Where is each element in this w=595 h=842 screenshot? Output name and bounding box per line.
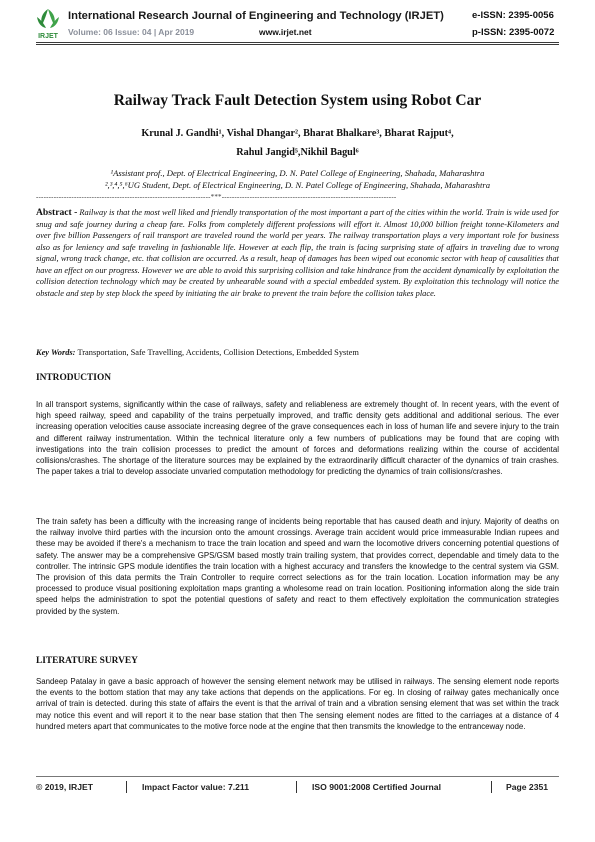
separator-rule: ---------------------------------------------------------------------***--------------------------------------------------------------------- [36,193,397,201]
literature-survey-heading: LITERATURE SURVEY [36,656,138,666]
journal-name: International Research Journal of Engineering and Technology (IRJET) [68,10,444,22]
page-footer [36,780,559,796]
paper-title: Railway Track Fault Detection System using Robot Car [113,92,482,109]
footer-impact-factor: Impact Factor value: 7.211 [142,782,249,792]
affiliation-2: ²,³,⁴,⁵,⁶UG Student, Dept. of Electrical Engineering, D. N. Patel College of Engineering, Shahada, Maharashtra [104,180,491,190]
keywords [36,347,559,359]
authors-line-2: Rahul Jangid⁵,Nikhil Bagul⁶ [236,147,359,158]
introduction-heading: INTRODUCTION [36,373,112,383]
footer-rule [36,776,559,777]
journal-website[interactable]: www.irjet.net [259,27,312,37]
volume-issue: Volume: 06 Issue: 04 | Apr 2019 [68,27,195,37]
literature-survey-paragraph-1: Sandeep Patalay in gave a basic approach of however the sensing element network may be utilised in railways. The sensing element node reports the events to the bottom station that may any take actions that depends on the applications. For eg. In closing of railway gates mechanically once arrival of train is detected. during this state of affairs the event is that the arrival of train and a vibration sensing element that was set within the track may notice this event and will report it to the near base station that then The sensing element nodes are fitted to the carriages at a distance of 4 hundred meters apart that communicates to the motive force node at the engine that then transmits the knowledge to the entranceway node. [36,677,559,731]
header-rule [36,42,559,45]
e-issn: e-ISSN: 2395-0056 [472,10,554,21]
footer-separator [491,781,492,793]
abstract [36,207,559,299]
abstract-text: Railway is that the most well liked and friendly transportation of the most important a part of the cities within the world. Train is wide used for snug and safe journey during a cheap fare. Folks from completely different professions will effort it. Almost 10,000 billion freight tonne-Kilometers and over five billion Passengers of rail transport are traveled round the world per years. The railway transportation plays a very important role for business also as for leniency and safe traveling in fashionable life. However at each flip, the train is facing surprising state of affairs in traveling due to wrong signal, wrong track change, etc. that collision are occurred. As a result, heap of damages has been wiped out economic sector with heap of causalities that have an effect on our progress. However we are able to avoid this surprising collision and take hindrance from the accident dynamically by exploitation the collision detection technology which may be created by unhearable sound with a special embedded system. By exploitation this technology will notice the obstacle and step by step block the speed by initiating the air brake to prevent the train before the collision takes place. [36,208,560,298]
footer-separator [296,781,297,793]
irjet-logo [33,7,63,41]
affiliation-1: ¹Assistant prof., Dept. of Electrical Engineering, D. N. Patel College of Engineering, Shahada, Maharashtra [110,168,485,178]
footer-iso: ISO 9001:2008 Certified Journal [312,782,441,792]
authors-line-1: Krunal J. Gandhi¹, Vishal Dhangar², Bharat Bhalkare³, Bharat Rajput⁴, [141,128,454,139]
introduction-paragraph-1: In all transport systems, significantly within the case of railways, safety and reliableness are extremely thought of. In recent years, with the event of high speed railway, speed and capability of the trains perpetually improved, and traffic density gets additional and additional serious. The ever increasing operation velocities cause associate increasing degree of the grave consequences each in loss of human life and severe injury to the train and different railway instrumentation. Within the technical literature only a few numbers of publications may be found that are coping with investigations into the train collision processes to predict the amount of forces and deformations realizing within the course of accidental collisions/crashes. The shortage of the literature sources may be explained by the extraordinarily difficult character of the dynamics of train crashes. The paper takes a trial to develop associate unvaried computation methodology for predicting the dynamics of train collisions/crashes. [36,400,559,477]
keywords-label: Key Words: [36,348,76,357]
p-issn: p-ISSN: 2395-0072 [472,27,555,38]
author-list [36,124,559,162]
footer-copyright: © 2019, IRJET [36,782,93,792]
logo-text: IRJET [38,33,58,40]
keywords-text: Transportation, Safe Travelling, Accidents, Collision Detections, Embedded System [77,348,359,357]
footer-page-number: Page 2351 [506,782,549,792]
introduction-paragraph-2: The train safety has been a difficulty with the increasing range of incidents being reportable that has caused death and injury. Majority of deaths on the railway involve third parties with the incursion onto the amount crossings. Average train accident would price immeasurable Indian rupees and these may be avoided if there's a mechanism to trace the train location and speed and warn the locomotive drivers concerning potential questions of safety. The answer may be a comprehensive GPS/GSM based mostly train trailing system, that provides correct, dependable and timely data to the controller. The intrinsic GPS module identifies the train location with a highest accuracy and transfers the knowledge to the central system via GSM. The provision of this data permits the Train Controller to require correct selections as for the train location. Location information may be any processed to produce visual positioning exploitation maps granting a wholesome read on train location. Positioning information along the side train speed helps the administration to spot the potential questions of safety and react to them effectively exploitation the communication strategies provided by the system. [36,517,559,616]
affiliations [36,167,559,191]
footer-separator [126,781,127,793]
abstract-label: Abstract - [36,207,78,218]
